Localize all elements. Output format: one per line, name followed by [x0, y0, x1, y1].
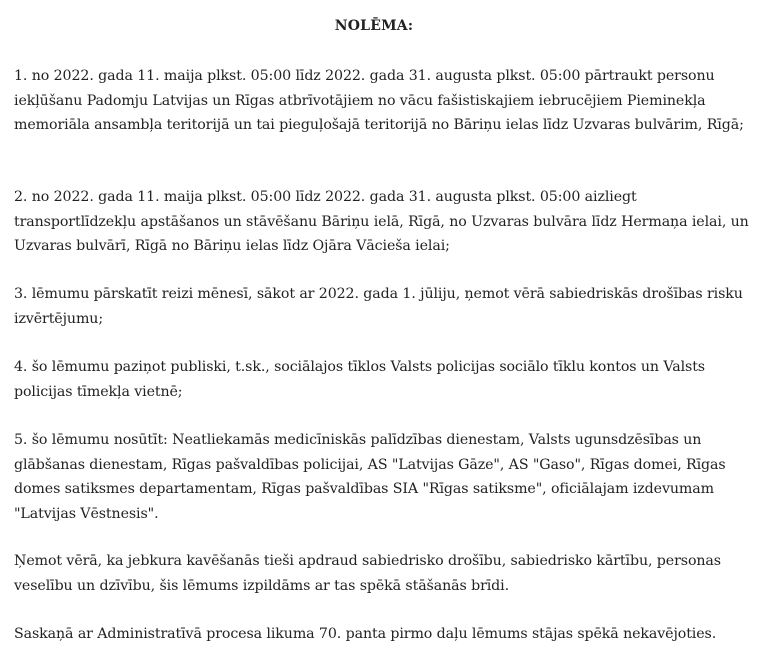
- enforcement-paragraph: Ņemot vērā, ka jebkura kavēšanās tieši apdraud sabiedrisko drošību, sabiedrisko kārtību, personas veselību un dzīvību, šis lēmums izpildāms ar tas spēkā stāšanās brīdi.: [14, 553, 721, 594]
- decision-item-3: 3. lēmumu pārskatīt reizi mēnesī, sākot ar 2022. gada 1. jūliju, ņemot vērā sabiedriskās drošības risku izvērtējumu;: [14, 286, 743, 327]
- decision-item-2: 2. no 2022. gada 11. maija plkst. 05:00 līdz 2022. gada 31. augusta plkst. 05:00 aizliegt transportlīdzekļu apstāšanos un stāvēšanu Bāriņu ielā, Rīgā, no Uzvaras bulvāra līdz Hermaņa ielai, un Uzvaras bulvārī, Rīgā no Bāriņu ielas līdz Ojāra Vācieša ielai;: [14, 189, 749, 254]
- decision-item-5: 5. šo lēmumu nosūtīt: Neatliekamās medicīniskās palīdzības dienestam, Valsts ugunsdzēsības un glābšanas dienestam, Rīgas pašvaldības policijai, AS "Latvijas Gāze", AS "Gaso", Rīgas domei, Rīgas domes satiksmes departamentam, Rīgas pašvaldības SIA "Rīgas satiksme", oficiālajam izdevumam "Latvijas Vēstnesis".: [14, 432, 726, 522]
- legal-basis-paragraph: Saskaņā ar Administratīvā procesa likuma 70. panta pirmo daļu lēmums stājas spēkā nekavējoties.: [14, 626, 717, 642]
- decision-item-1: 1. no 2022. gada 11. maija plkst. 05:00 līdz 2022. gada 31. augusta plkst. 05:00 pārtraukt personu iekļūšanu Padomju Latvijas un Rīgas atbrīvotājiem no vācu fašistiskajiem iebrucējiem Pieminekļa memoriāla ansambļa teritorijā un tai pieguļošajā teritorijā no Bāriņu ielas līdz Uzvaras bulvārim, Rīgā;: [14, 68, 744, 133]
- document-heading: NOLĒMA:: [334, 18, 414, 34]
- decision-item-4: 4. šo lēmumu paziņot publiski, t.sk., sociālajos tīklos Valsts policijas sociālo tīklu kontos un Valsts policijas tīmekļa vietnē;: [14, 359, 705, 400]
